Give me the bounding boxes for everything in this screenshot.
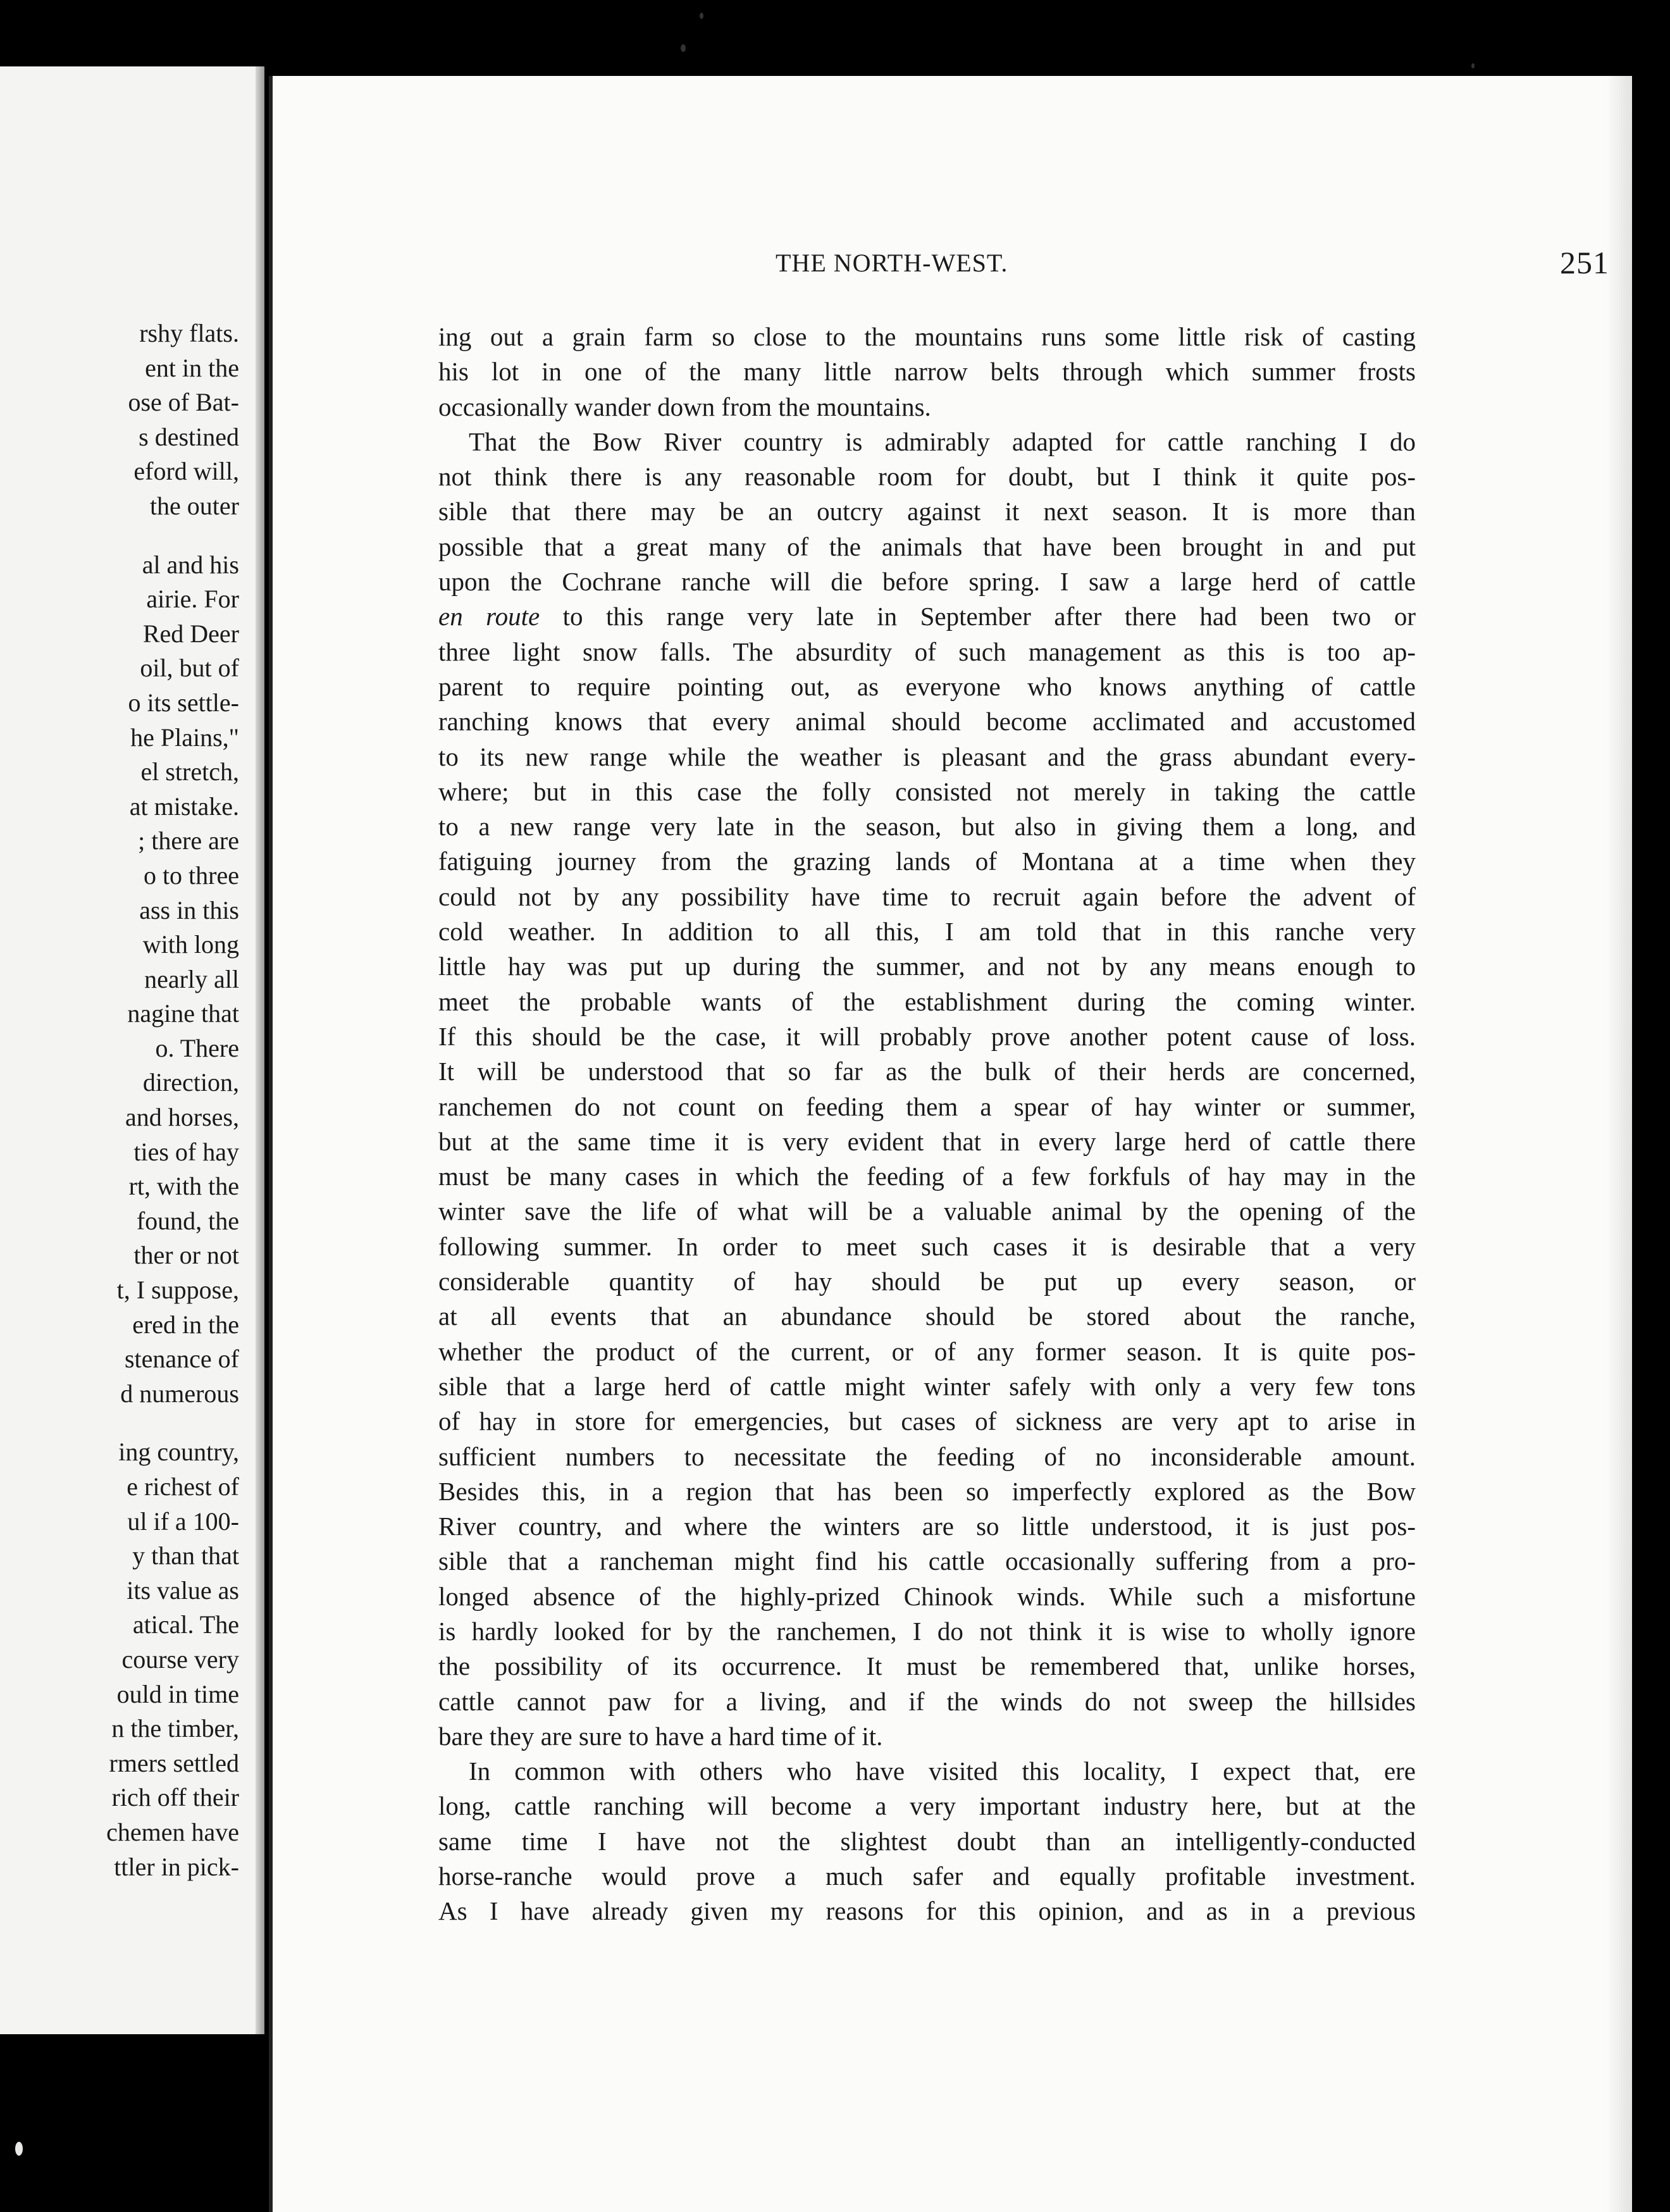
facing-page-line: oil, but of: [140, 654, 239, 683]
page-number: 251: [1560, 245, 1609, 280]
text-line: could not by any possibility have time to recruit again before the advent of: [438, 881, 1416, 911]
text-line: sufficient numbers to necessitate the feeding of no inconsiderable amount.: [438, 1441, 1416, 1471]
facing-page-line: atical. The: [132, 1610, 239, 1639]
text-line: where; but in this case the folly consisted not merely in taking the cattle: [438, 776, 1416, 806]
text-line: sible that a rancheman might find his cattle occasionally suffering from a pro-: [438, 1546, 1416, 1576]
facing-page-line: ose of Bat-: [128, 388, 239, 417]
text-line: fatiguing journey from the grazing lands of Montana at a time when they: [438, 847, 1416, 876]
facing-page-line: stenance of: [124, 1345, 239, 1374]
facing-page-line: d numerous: [120, 1379, 239, 1408]
text-line: If this should be the case, it will probably prove another potent cause of loss.: [438, 1021, 1416, 1051]
facing-page-line: o. There: [155, 1033, 239, 1062]
text-line: sible that there may be an outcry against it next season. It is more than: [438, 497, 1416, 526]
facing-page-line: nearly all: [144, 964, 239, 993]
text-line: considerable quantity of hay should be put up every season, or: [438, 1267, 1416, 1296]
facing-page-line: with long: [142, 930, 239, 959]
text-line: River country, and where the winters are so little understood, it is just pos-: [438, 1512, 1416, 1541]
text-line: It will be understood that so far as the bulk of their herds are concerned,: [438, 1057, 1416, 1086]
facing-page-line: ould in time: [116, 1679, 239, 1708]
facing-page-line: rich off their: [111, 1783, 239, 1812]
facing-page-line: course very: [121, 1644, 239, 1674]
text-line: That the Bow River country is admirably adapted for cattle ranching I do: [469, 426, 1416, 456]
scan-speck: [700, 13, 703, 19]
text-line: whether the product of the current, or of any former season. It is quite pos-: [438, 1336, 1416, 1366]
facing-page-line: el stretch,: [140, 757, 239, 786]
text-line: en route to this range very late in September after there had been two or: [438, 602, 1416, 631]
facing-page-line: o to three: [143, 861, 239, 890]
facing-page-line: its value as: [127, 1575, 239, 1605]
text-line: In common with others who have visited this locality, I expect that, ere: [469, 1756, 1416, 1786]
text-line: the possibility of its occurrence. It must be remembered that, unlike horses,: [438, 1651, 1416, 1681]
facing-page-line: o its settle-: [128, 688, 239, 717]
facing-page-line: direction,: [142, 1068, 239, 1097]
text-line: ranching knows that every animal should become acclimated and accustomed: [438, 707, 1416, 736]
facing-page-line: rmers settled: [109, 1748, 239, 1777]
text-line: possible that a great many of the animals that have been brought in and put: [438, 531, 1416, 561]
facing-page-text: [0, 316, 239, 1884]
facing-page-line: at mistake.: [129, 792, 239, 821]
text-line: As I have already given my reasons for this opinion, and as in a previous: [438, 1896, 1416, 1926]
text-line: of hay in store for emergencies, but cases of sickness are very apt to arise in: [438, 1407, 1416, 1436]
text-line: to its new range while the weather is pleasant and the grass abundant every-: [438, 742, 1416, 771]
facing-page-line: ; there are: [138, 826, 239, 855]
text-line: Besides this, in a region that has been so imperfectly explored as the Bow: [438, 1476, 1416, 1506]
text-line: meet the probable wants of the establishment during the coming winter.: [438, 986, 1416, 1016]
facing-page-line: rshy flats.: [139, 319, 239, 347]
text-line: occasionally wander down from the mountains.: [438, 392, 931, 421]
text-line: cattle cannot paw for a living, and if the winds do not sweep the hillsides: [438, 1686, 1416, 1716]
facing-page-line: chemen have: [106, 1817, 239, 1846]
facing-page-line: y than that: [132, 1541, 239, 1570]
facing-page-line: ther or not: [133, 1241, 239, 1270]
text-line: little hay was put up during the summer, and not by any means enough to: [438, 952, 1416, 981]
facing-page-line: nagine that: [127, 999, 239, 1028]
scan-speck: [15, 2142, 23, 2156]
text-line: parent to require pointing out, as everyone who knows anything of cattle: [438, 671, 1416, 701]
italic-phrase: en route: [438, 602, 540, 631]
text-line: ing out a grain farm so close to the mountains runs some little risk of casting: [438, 322, 1416, 351]
text-line: is hardly looked for by the ranchemen, I do not think it is wise to wholly ignore: [438, 1616, 1416, 1646]
page-edge-shadow: [1607, 76, 1632, 2212]
running-head-title: THE NORTH-WEST.: [776, 249, 1008, 277]
facing-page-line: the outer: [149, 491, 239, 520]
text-line: not think there is any reasonable room for doubt, but I think it quite pos-: [438, 462, 1416, 492]
text-line: three light snow falls. The absurdity of such management as this is too ap-: [438, 637, 1416, 666]
text-line: cold weather. In addition to all this, I am told that in this ranche very: [438, 917, 1416, 947]
body-text: [438, 320, 1416, 1929]
facing-page-line: eford will,: [133, 457, 239, 486]
book-page: [269, 76, 1632, 2212]
text-line: long, cattle ranching will become a very important industry here, but at the: [438, 1791, 1416, 1821]
text-line: at all events that an abundance should be stored about the ranche,: [438, 1302, 1416, 1331]
scan-speck: [681, 44, 686, 52]
facing-page-line: ass in this: [139, 895, 239, 924]
text-line: sible that a large herd of cattle might winter safely with only a very few tons: [438, 1371, 1416, 1401]
facing-page-line: rt, with the: [128, 1172, 239, 1201]
facing-page-line: [0, 524, 239, 548]
text-line: his lot in one of the many little narrow belts through which summer frosts: [438, 357, 1416, 387]
text-line: must be many cases in which the feeding of a few forkfuls of hay may in the: [438, 1162, 1416, 1191]
facing-page-line: and horses,: [125, 1103, 239, 1132]
text-line: but at the same time it is very evident that in every large herd of cattle there: [438, 1126, 1416, 1156]
facing-page-line: ered in the: [132, 1310, 239, 1339]
text-line: upon the Cochrane ranche will die before spring. I saw a large herd of cattle: [438, 567, 1416, 597]
facing-page-line: ing country,: [118, 1438, 239, 1467]
page-gutter: [256, 66, 264, 2034]
facing-page-line: Red Deer: [142, 619, 239, 648]
text-line: horse-ranche would prove a much safer and equally profitable investment.: [438, 1861, 1416, 1891]
text-line: to a new range very late in the season, but also in giving them a long, and: [438, 812, 1416, 842]
text-line: bare they are sure to have a hard time of it.: [438, 1721, 883, 1751]
facing-page-line: n the timber,: [111, 1714, 239, 1743]
text-line: same time I have not the slightest doubt than an intelligently-conducted: [438, 1826, 1416, 1856]
text-line: ranchemen do not count on feeding them a spear of hay winter or summer,: [438, 1091, 1416, 1121]
facing-page-line: airie. For: [146, 585, 239, 614]
facing-page-line: ent in the: [145, 353, 239, 382]
facing-page-line: al and his: [142, 550, 239, 579]
facing-page-line: t, I suppose,: [116, 1276, 239, 1305]
facing-page-line: e richest of: [127, 1472, 239, 1501]
facing-page-line: found, the: [136, 1206, 239, 1235]
facing-page-line: s destined: [139, 422, 239, 451]
text-line: following summer. In order to meet such cases it is desirable that a very: [438, 1231, 1416, 1261]
facing-page-line: ties of hay: [133, 1137, 239, 1166]
scan-speck: [1471, 63, 1475, 68]
facing-page-line: ul if a 100-: [127, 1507, 239, 1536]
facing-page-line: [0, 1411, 239, 1435]
facing-page-fragment: [0, 66, 264, 2034]
text-line: winter save the life of what will be a valuable animal by the opening of the: [438, 1196, 1416, 1226]
facing-page-line: ttler in pick-: [114, 1852, 239, 1881]
text-line: longed absence of the highly-prized Chinook winds. While such a misfortune: [438, 1581, 1416, 1611]
facing-page-line: he Plains,": [130, 723, 239, 752]
